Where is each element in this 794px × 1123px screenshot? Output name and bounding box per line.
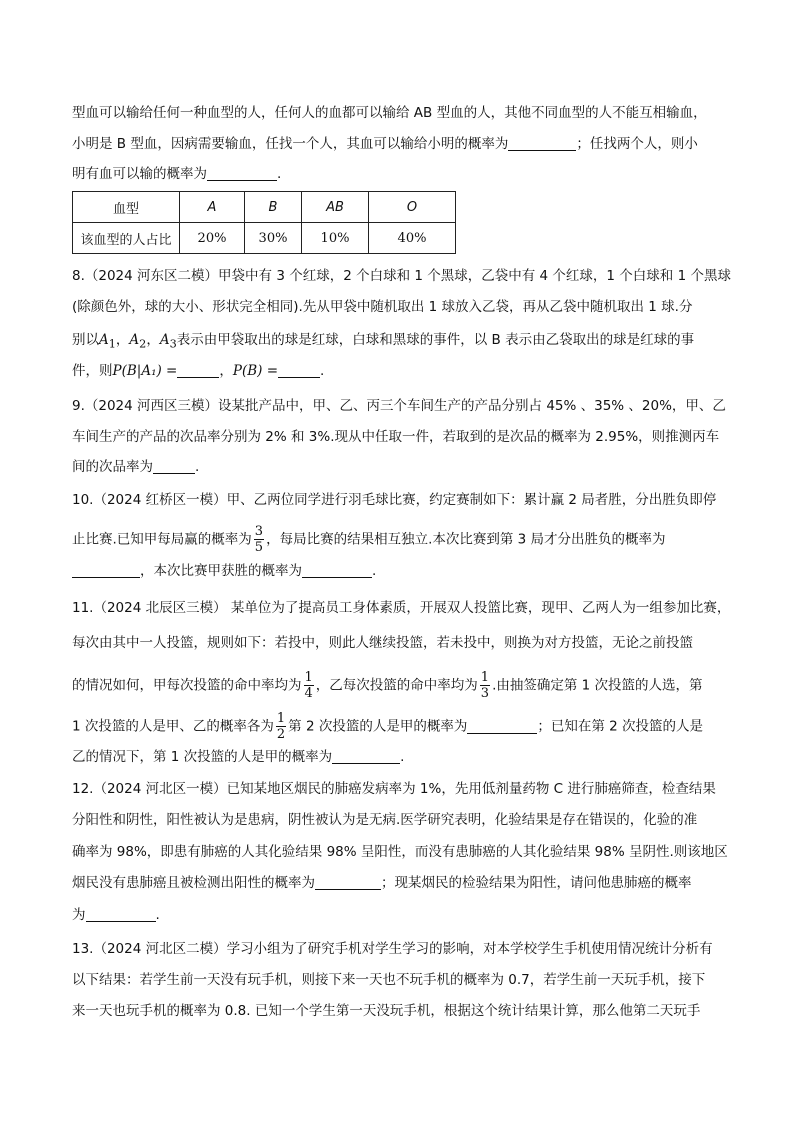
- table-row: [73, 192, 456, 223]
- blood-type-table: [72, 191, 456, 254]
- answer-blank[interactable]: [508, 136, 576, 151]
- table-cell: 该血型的人占比: [73, 223, 180, 254]
- p8-line-2: (除颜色外，球的大小、形状完全相同).先从甲袋中随机取出 1 球放入乙袋，再从乙袋中随机取出 1 球.分: [72, 299, 693, 315]
- p8-line-4: 件，则P(B|A₁) = ，P(B) = .: [72, 363, 325, 379]
- p12-line-5: 为 .: [72, 907, 160, 923]
- p11-line-2: 每次由其中一人投篮，规则如下：若投中，则此人继续投篮，若未投中，则换为对方投篮，无论之前投篮: [72, 635, 693, 651]
- answer-blank[interactable]: [207, 166, 277, 181]
- table-cell: 40%: [369, 223, 456, 254]
- answer-blank[interactable]: [72, 563, 140, 578]
- p12-line-3: 确率为 98%，即患有肺癌的人其化验结果 98% 呈阳性，而没有患肺癌的人其化验结果 98% 呈阴性.则该地区: [72, 844, 728, 860]
- fraction-3-5: $\frac{3}{5}$: [254, 524, 264, 555]
- p11-line-4: 1 次投篮的人是甲、乙的概率各为 $\frac{1}{2}$ 第 2 次投篮的人是甲的概率为 ；已知在第 2 次投篮的人是: [72, 711, 704, 742]
- p13-line-2: 以下结果：若学生前一天没有玩手机，则接下来一天也不玩手机的概率为 0.7，若学生前一天玩手机，接下: [72, 972, 706, 988]
- answer-blank[interactable]: [467, 719, 537, 734]
- p10-line-1: 10.（2024 红桥区一模）甲、乙两位同学进行羽毛球比赛，约定赛制如下：累计赢 2 局者胜，分出胜负即停: [72, 492, 717, 508]
- p13-line-3: 来一天也玩手机的概率为 0.8. 已知一个学生第一天没玩手机，根据这个统计结果计算，那么他第二天玩手: [72, 1003, 701, 1019]
- answer-blank[interactable]: [315, 875, 381, 890]
- p9-line-3: 间的次品率为 .: [72, 459, 200, 475]
- p8-line-3: 别以$A_1$，$A_2$，$A_3$表示由甲袋取出的球是红球，白球和黑球的事件，以 B 表示由乙袋取出的球是红球的事: [72, 332, 695, 351]
- table-header-cell: A: [180, 192, 245, 223]
- p12-line-1: 12.（2024 河北区一模）已知某地区烟民的肺癌发病率为 1%，先用低剂量药物 C 进行肺癌筛查，检查结果: [72, 781, 716, 797]
- answer-blank[interactable]: [86, 907, 156, 922]
- p9-line-1: 9.（2024 河西区三模）设某批产品中，甲、乙、丙三个车间生产的产品分别占 45% 、35% 、20%，甲、乙: [72, 398, 726, 414]
- fraction-1-3: $\frac{1}{3}$: [480, 670, 490, 701]
- table-cell: 30%: [245, 223, 302, 254]
- table-row: [73, 223, 456, 254]
- event-a1: $A_1$: [99, 332, 116, 351]
- p11-line-5: 乙的情况下，第 1 次投篮的人是甲的概率为 .: [72, 749, 405, 765]
- p7-line-1: 型血可以输给任何一种血型的人，任何人的血都可以输给 AB 型血的人，其他不同血型的人不能互相输血，: [72, 105, 707, 121]
- p10-line-3: ，本次比赛甲获胜的概率为 .: [72, 561, 376, 581]
- answer-blank[interactable]: [332, 749, 400, 764]
- fraction-1-4: $\frac{1}{4}$: [304, 670, 313, 701]
- table-cell: 10%: [302, 223, 369, 254]
- fraction-1-2: $\frac{1}{2}$: [276, 711, 286, 742]
- p12-line-2: 分阳性和阴性，阳性被认为是患病，阴性被认为是无病.医学研究表明，化验结果是存在错误的，化验的准: [72, 812, 698, 828]
- table-cell: 20%: [180, 223, 245, 254]
- answer-blank[interactable]: [302, 563, 372, 578]
- p11-line-3: 的情况如何，甲每次投篮的命中率均为 $\frac{1}{4}$ ，乙每次投篮的命中率均为 $\frac{1}{3}$ .由抽签确定第 1 次投篮的人选，第: [72, 670, 703, 701]
- p8-line-1: 8.（2024 河东区二模）甲袋中有 3 个红球，2 个白球和 1 个黑球，乙袋中有 4 个红球，1 个白球和 1 个黑球: [72, 268, 731, 284]
- formula-p-b: P(B) =: [232, 363, 278, 379]
- event-a3: $A_3$: [159, 332, 177, 351]
- table-header-cell: 血型: [73, 192, 180, 223]
- p12-line-4: 烟民没有患肺癌且被检测出阳性的概率为 ；现某烟民的检验结果为阳性，请问他患肺癌的概率: [72, 875, 692, 891]
- p7-line-3: 明有血可以输的概率为 .: [72, 166, 282, 182]
- p10-line-2: 止比赛.已知甲每局赢的概率为 $\frac{3}{5}$ ，每局比赛的结果相互独立.本次比赛到第 3 局才分出胜负的概率为: [72, 524, 666, 555]
- table-header-cell: O: [369, 192, 456, 223]
- p11-line-1: 11.（2024 北辰区三模） 某单位为了提高员工身体素质，开展双人投篮比赛，现甲、乙两人为一组参加比赛，: [72, 600, 731, 616]
- p9-line-2: 车间生产的产品的次品率分别为 2% 和 3%.现从中任取一件，若取到的是次品的概率为 2.95%，则推测丙车: [72, 429, 720, 445]
- answer-blank[interactable]: [153, 459, 195, 474]
- p13-line-1: 13.（2024 河北区二模）学习小组为了研究手机对学生学习的影响，对本学校学生手机使用情况统计分析有: [72, 941, 713, 957]
- table-header-cell: B: [245, 192, 302, 223]
- formula-p-b-given-a1: P(B|A₁) =: [112, 363, 178, 379]
- p7-line-2: 小明是 B 型血，因病需要输血，任找一个人，其血可以输给小明的概率为 ；任找两个人，则小: [72, 136, 698, 152]
- event-a2: $A_2$: [129, 332, 147, 351]
- answer-blank[interactable]: [177, 363, 219, 378]
- answer-blank[interactable]: [278, 363, 320, 378]
- table-header-cell: AB: [302, 192, 369, 223]
